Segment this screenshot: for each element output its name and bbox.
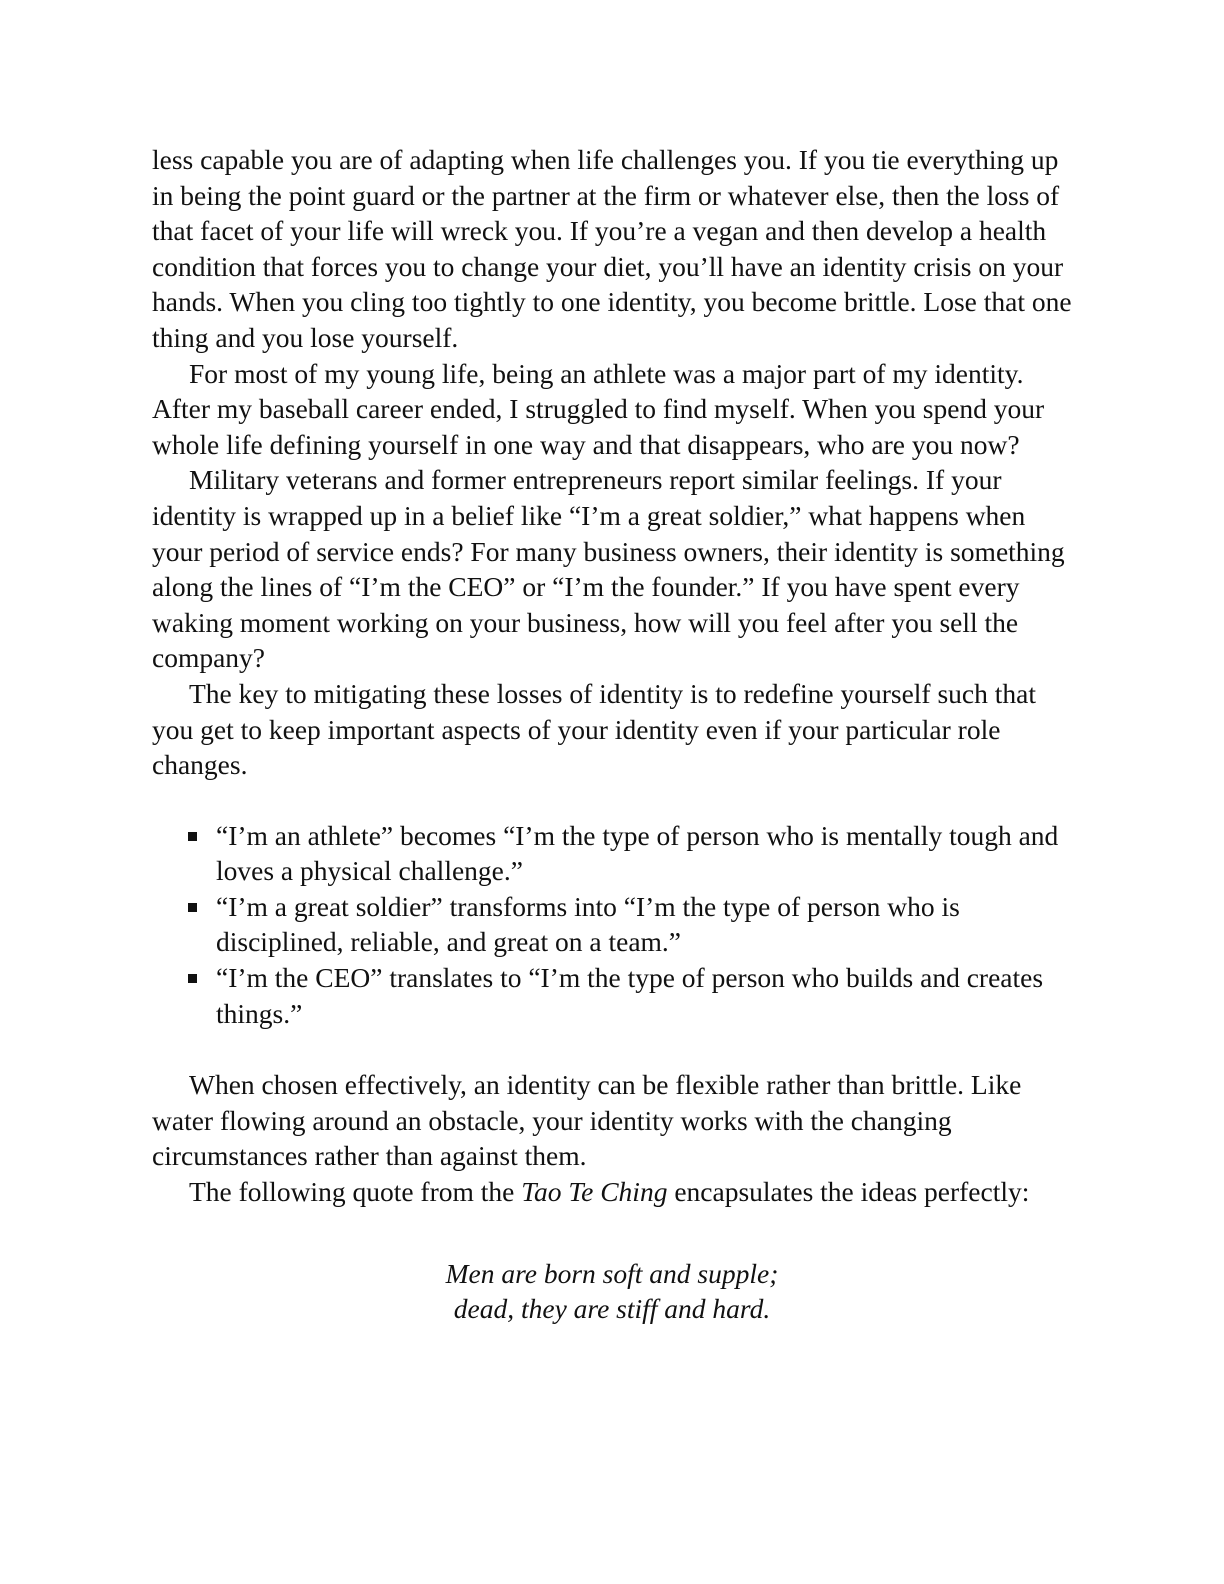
book-title: Tao Te Ching <box>521 1176 668 1208</box>
list-item <box>216 960 1072 1031</box>
list-item-text: “I’m a great soldier” transforms into “I’m the type of person who is disciplined, reliable, and great on a team.” <box>216 890 960 958</box>
paragraph-continuation: less capable you are of adapting when life challenges you. If you tie everything up in being the point guard or the partner at the firm or whatever else, then the loss of that facet of your life will wreck you. If you’re a vegan and then develop a health condition that forces you to change your diet, you’ll have an identity crisis on your hands. When you cling too tightly to one identity, you become brittle. Lose that one thing and you lose yourself. <box>152 144 1072 353</box>
paragraph-athlete-identity: For most of my young life, being an athlete was a major part of my identity. After my baseball career ended, I struggled to find myself. When you spend your whole life defining yourself in one way and that disappears, who are you now? <box>152 357 1045 460</box>
quote-line: Men are born soft and supple; <box>445 1257 779 1289</box>
quote-line: dead, they are stiff and hard. <box>453 1293 771 1325</box>
paragraph-veterans-entrepreneurs: Military veterans and former entrepreneurs report similar feelings. If your identity is wrapped up in a belief like “I’m a great soldier,” what happens when your period of service ends? For many business owners, their identity is something along the lines of “I’m the CEO” or “I’m the founder.” If you have spent every waking moment working on your business, how will you feel after you sell the company? <box>152 464 1065 674</box>
list-item <box>216 818 1072 889</box>
list-item-text: “I’m the CEO” translates to “I’m the type of person who builds and creates things.” <box>216 962 1044 1029</box>
quote-intro-before: The following quote from the <box>189 1176 522 1208</box>
paragraph-flexible-identity: When chosen effectively, an identity can be flexible rather than brittle. Like water flowing around an obstacle, your identity works with the changing circumstances rather than against them. <box>152 1069 1022 1172</box>
identity-examples-list <box>152 818 1072 1032</box>
square-bullet-icon <box>188 974 197 983</box>
quote-intro-after: encapsulates the ideas perfectly: <box>667 1176 1030 1208</box>
paragraph-redefine-yourself: The key to mitigating these losses of identity is to redefine yourself such that you get to keep important aspects of your identity even if your particular role changes. <box>152 677 1036 781</box>
paragraph-quote-intro <box>152 1174 1072 1210</box>
list-item <box>216 889 1072 960</box>
square-bullet-icon <box>188 832 197 841</box>
tao-te-ching-quote <box>152 1256 1072 1327</box>
page-body <box>152 142 1072 1327</box>
square-bullet-icon <box>188 903 197 912</box>
list-item-text: “I’m an athlete” becomes “I’m the type of person who is mentally tough and loves a physical challenge.” <box>216 819 1059 887</box>
